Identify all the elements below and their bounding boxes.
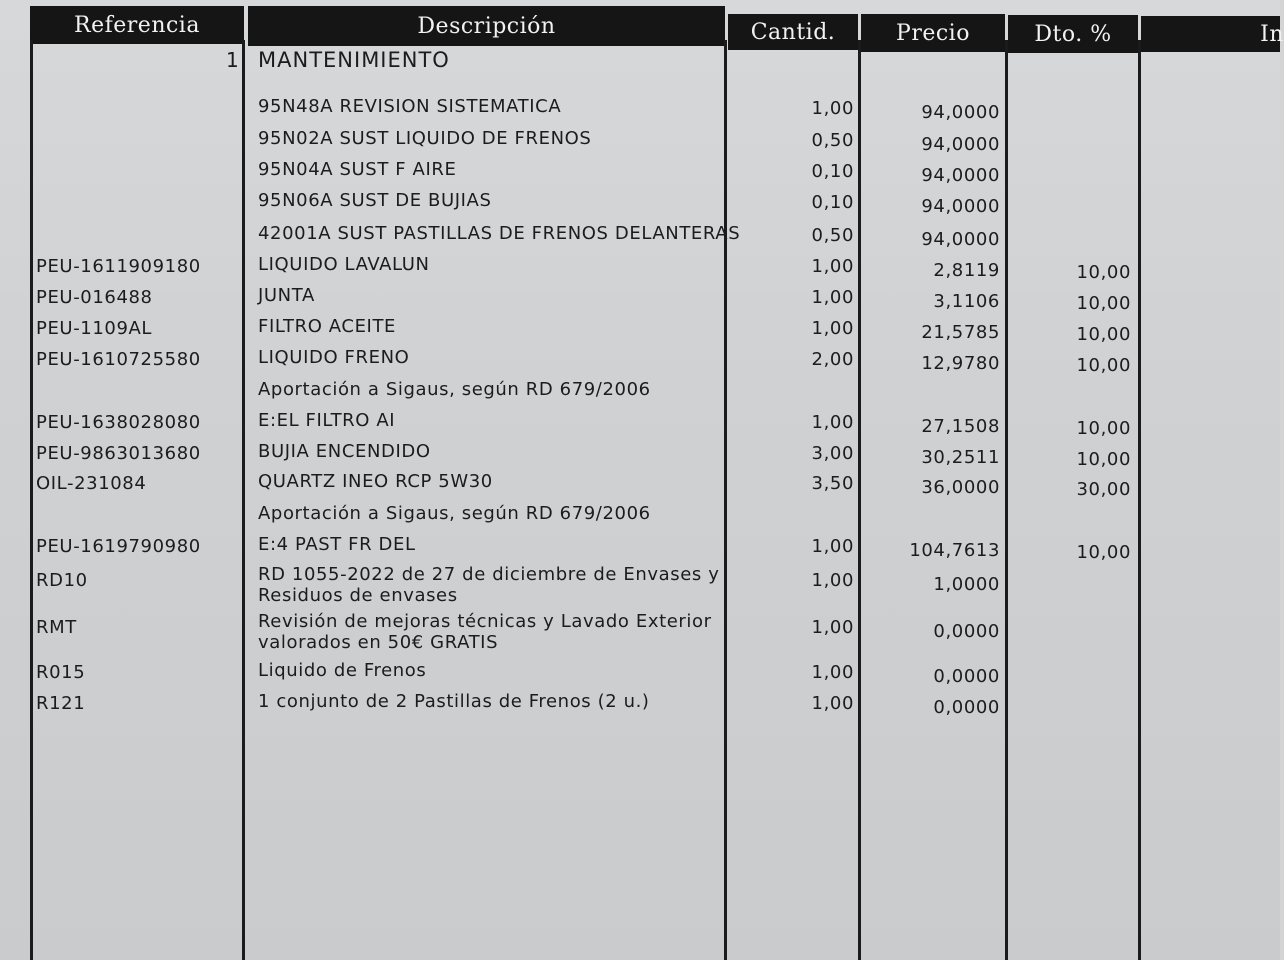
row-price: 94,0000	[921, 196, 1000, 217]
row-reference: PEU-1610725580	[36, 349, 201, 370]
row-price: 27,1508	[921, 416, 1000, 437]
row-discount: 10,00	[1076, 542, 1131, 563]
row-price: 94,0000	[921, 229, 1000, 250]
row-quantity: 1,00	[811, 536, 854, 557]
row-description: 95N06A SUST DE BUJIAS	[258, 190, 492, 211]
row-price: 0,0000	[933, 697, 1000, 718]
row-description: Aportación a Sigaus, según RD 679/2006	[258, 379, 651, 400]
row-discount: 10,00	[1076, 262, 1131, 283]
row-description: JUNTA	[258, 285, 315, 306]
header-cantidad: Cantid.	[728, 14, 858, 50]
row-description: E:4 PAST FR DEL	[258, 534, 416, 555]
row-reference: PEU-1109AL	[36, 318, 153, 339]
row-quantity: 1,00	[811, 693, 854, 714]
row-description-line2: valorados en 50€ GRATIS	[258, 632, 499, 653]
row-reference: PEU-1611909180	[36, 256, 201, 277]
row-price: 2,8119	[933, 260, 1000, 281]
row-quantity: 1,00	[811, 256, 854, 277]
row-description: Revisión de mejoras técnicas y Lavado Exterior	[258, 611, 712, 632]
row-reference: OIL-231084	[36, 473, 147, 494]
row-quantity: 0,50	[811, 130, 854, 151]
row-quantity: 0,50	[811, 225, 854, 246]
row-reference: R121	[36, 693, 86, 714]
row-description: Liquido de Frenos	[258, 660, 427, 681]
row-quantity: 3,50	[811, 473, 854, 494]
row-discount: 30,00	[1076, 479, 1131, 500]
row-reference: R015	[36, 662, 86, 683]
row-price: 21,5785	[921, 322, 1000, 343]
row-description: 95N04A SUST F AIRE	[258, 159, 457, 180]
row-description-line2: Residuos de envases	[258, 585, 458, 606]
row-price: 36,0000	[921, 477, 1000, 498]
row-reference: PEU-016488	[36, 287, 153, 308]
section-number: 1	[226, 48, 240, 72]
header-dto: Dto. %	[1008, 15, 1138, 53]
header-referencia: Referencia	[30, 6, 244, 44]
row-quantity: 1,00	[811, 318, 854, 339]
header-descripcion: Descripción	[248, 6, 725, 46]
row-price: 94,0000	[921, 134, 1000, 155]
row-price: 3,1106	[933, 291, 1000, 312]
row-reference: RD10	[36, 570, 88, 591]
row-description: FILTRO ACEITE	[258, 316, 397, 337]
row-quantity: 1,00	[811, 662, 854, 683]
row-description: LIQUIDO LAVALUN	[258, 254, 430, 275]
column-rule-2	[242, 40, 245, 960]
row-description: 95N48A REVISION SISTEMATICA	[258, 96, 562, 117]
column-rule-3	[724, 40, 727, 960]
row-price: 104,7613	[909, 540, 1000, 561]
header-precio: Precio	[861, 14, 1005, 52]
column-rule-5	[1005, 40, 1008, 960]
row-description: 42001A SUST PASTILLAS DE FRENOS DELANTERAS	[258, 223, 741, 244]
row-quantity: 1,00	[811, 287, 854, 308]
row-description: 95N02A SUST LIQUIDO DE FRENOS	[258, 128, 592, 149]
column-rule-1	[30, 40, 33, 960]
row-description: Aportación a Sigaus, según RD 679/2006	[258, 503, 651, 524]
row-discount: 10,00	[1076, 449, 1131, 470]
row-description: RD 1055-2022 de 27 de diciembre de Envases y	[258, 564, 720, 585]
row-price: 1,0000	[933, 574, 1000, 595]
row-price: 94,0000	[921, 165, 1000, 186]
column-rule-6	[1138, 40, 1141, 960]
row-description: BUJIA ENCENDIDO	[258, 441, 431, 462]
row-discount: 10,00	[1076, 418, 1131, 439]
row-reference: PEU-9863013680	[36, 443, 201, 464]
row-quantity: 1,00	[811, 98, 854, 119]
row-price: 30,2511	[921, 447, 1000, 468]
row-quantity: 1,00	[811, 617, 854, 638]
row-quantity: 1,00	[811, 570, 854, 591]
row-price: 94,0000	[921, 102, 1000, 123]
row-description: E:EL FILTRO AI	[258, 410, 396, 431]
header-importe	[1141, 16, 1284, 52]
header-importe-label: In	[1260, 21, 1284, 47]
row-quantity: 1,00	[811, 412, 854, 433]
column-rule-4	[858, 40, 861, 960]
row-description: 1 conjunto de 2 Pastillas de Frenos (2 u.)	[258, 691, 650, 712]
row-description: LIQUIDO FRENO	[258, 347, 410, 368]
row-quantity: 3,00	[811, 443, 854, 464]
row-quantity: 0,10	[811, 161, 854, 182]
row-price: 0,0000	[933, 666, 1000, 687]
row-discount: 10,00	[1076, 355, 1131, 376]
row-reference: PEU-1638028080	[36, 412, 201, 433]
row-price: 12,9780	[921, 353, 1000, 374]
row-discount: 10,00	[1076, 324, 1131, 345]
row-quantity: 2,00	[811, 349, 854, 370]
row-reference: PEU-1619790980	[36, 536, 201, 557]
row-reference: RMT	[36, 617, 77, 638]
row-price: 0,0000	[933, 621, 1000, 642]
row-discount: 10,00	[1076, 293, 1131, 314]
section-title: MANTENIMIENTO	[258, 48, 450, 72]
row-quantity: 0,10	[811, 192, 854, 213]
row-description: QUARTZ INEO RCP 5W30	[258, 471, 493, 492]
